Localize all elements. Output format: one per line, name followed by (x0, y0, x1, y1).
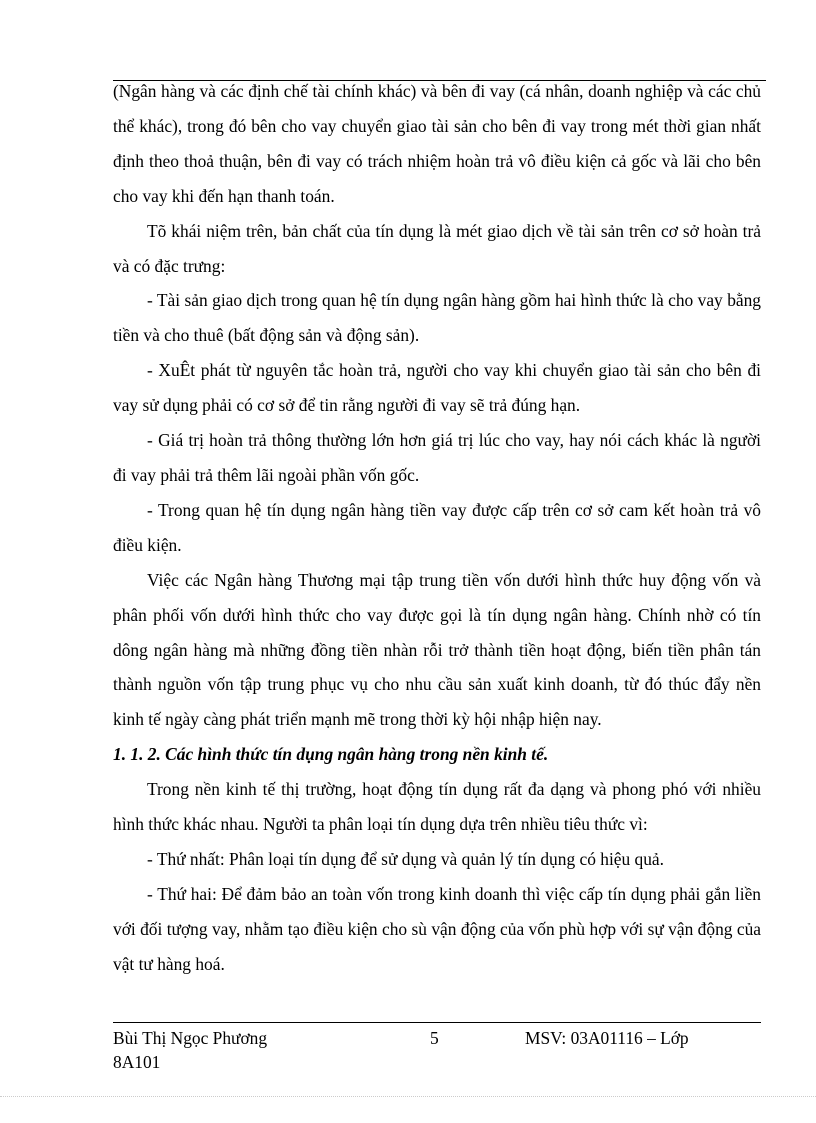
bullet-commitment: - Trong quan hệ tín dụng ngân hàng tiền vay được cấp trên cơ sở cam kết hoàn trả vô điều kiện. (113, 499, 761, 555)
page-edge (0, 1096, 816, 1097)
section-heading: 1. 1. 2. Các hình thức tín dụng ngân hàng trong nền kinh tế. (113, 744, 549, 765)
bullet-first: - Thứ nhất: Phân loại tín dụng để sử dụng và quản lý tín dụng có hiệu quả. (147, 848, 664, 869)
footer-student-id: MSV: 03A01116 – Lớp (525, 1028, 689, 1048)
footer-class: 8A101 (113, 1052, 161, 1072)
bullet-repayment-value: - Giá trị hoàn trả thông thường lớn hơn giá trị lúc cho vay, hay nói cách khác là người đi vay phải trả thêm lãi ngoài phần vốn gốc. (113, 430, 761, 485)
footer-author-name: Bùi Thị Ngọc Phương (113, 1028, 268, 1048)
paragraph-nature-of-credit: Tõ khái niệm trên, bản chất của tín dụng là mét giao dịch về tài sản trên cơ sở hoàn trả và có đặc trưng: (113, 220, 761, 276)
footer-rule (113, 1022, 761, 1023)
bullet-second: - Thứ hai: Để đảm bảo an toàn vốn trong kinh doanh thì việc cấp tín dụng phải gắn liền với đối tượng vay, nhằm tạo điều kiện cho sù vận động của vốn phù hợp với sự vận động của vật tư hàng hoá. (113, 883, 761, 974)
footer-author (113, 1026, 313, 1074)
page-number: 5 (430, 1028, 439, 1048)
paragraph-bank-credit: Việc các Ngân hàng Thương mại tập trung tiền vốn dưới hình thức huy động vốn và phân phối vốn dưới hình thức cho vay được gọi là tín dụng ngân hàng. Chính nhờ có tín dông ngân hàng mà những đồng tiền nhàn rỗi trở thành tiền hoạt động, biến tiền phân tán thành nguồn vốn tập trung phục vụ cho nhu cầu sản xuất kinh doanh, từ đó thúc đẩy nền kinh tế ngày càng phát triển mạnh mẽ trong thời kỳ hội nhập hiện nay. (113, 569, 761, 730)
bullet-repayment-principle: - XuÊt phát từ nguyên tắc hoàn trả, người cho vay khi chuyển giao tài sản cho bên đi vay sử dụng phải có cơ sở để tin rằng người đi vay sẽ trả đúng hạn. (113, 360, 761, 416)
paragraph-continuation: (Ngân hàng và các định chế tài chính khác) và bên đi vay (cá nhân, doanh nghiệp và các chủ thể khác), trong đó bên cho vay chuyển giao tài sản cho bên đi vay trong mét thời gian nhất định theo thoả thuận, bên đi vay có trách nhiệm hoàn trả vô điều kiện cả gốc và lãi cho bên cho vay khi đến hạn thanh toán. (113, 81, 761, 206)
paragraph-market-economy: Trong nền kinh tế thị trường, hoạt động tín dụng rất đa dạng và phong phó với nhiều hình thức khác nhau. Người ta phân loại tín dụng dựa trên nhiều tiêu thức vì: (113, 779, 761, 835)
bullet-assets: - Tài sản giao dịch trong quan hệ tín dụng ngân hàng gồm hai hình thức là cho vay bằng tiền và cho thuê (bất động sản và động sản). (113, 290, 761, 346)
body-text (113, 74, 761, 982)
